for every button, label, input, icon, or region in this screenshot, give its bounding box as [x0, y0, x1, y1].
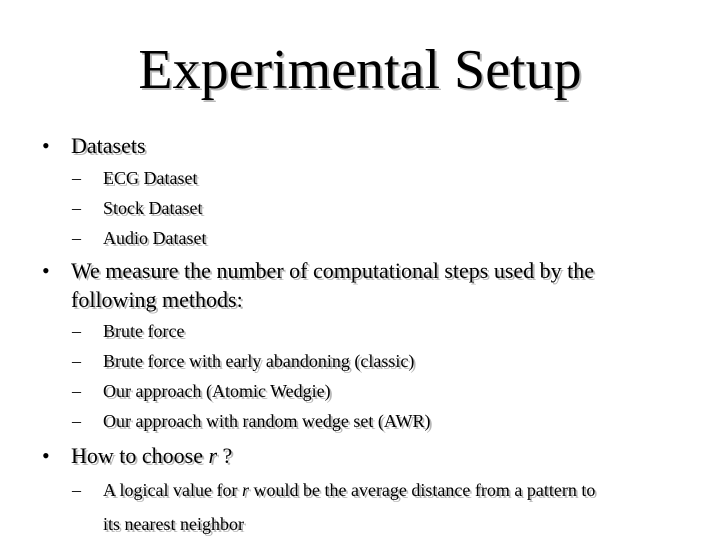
dash-marker: –: [72, 411, 81, 431]
subitem-logical-value-r: A logical value for r would be the average distance from a pattern to: [103, 480, 596, 500]
subitem-random-wedge-set: Our approach with random wedge set (AWR): [103, 411, 431, 431]
bullet-marker: •: [42, 133, 50, 158]
bullet-marker: •: [42, 443, 50, 468]
bullet-datasets: Datasets: [71, 133, 146, 158]
dash-marker: –: [72, 351, 81, 371]
dash-marker: –: [72, 381, 81, 401]
subitem-ecg-dataset: ECG Dataset: [103, 168, 198, 188]
dash-marker: –: [72, 321, 81, 341]
slide-title: Experimental Setup: [138, 39, 582, 101]
bullet-marker: •: [42, 258, 50, 283]
bullet-methods-line1: We measure the number of computational steps used by the: [71, 258, 595, 283]
subitem-brute-force-early-abandoning: Brute force with early abandoning (classic): [103, 351, 415, 371]
subitem-logical-value-r-line2: its nearest neighbor: [103, 514, 244, 534]
dash-marker: –: [72, 168, 81, 188]
subitem-atomic-wedgie: Our approach (Atomic Wedgie): [103, 381, 331, 401]
bullet-methods-line2: following methods:: [71, 287, 243, 312]
bullet-choose-r: How to choose r ?: [71, 443, 233, 468]
subitem-stock-dataset: Stock Dataset: [103, 198, 203, 218]
subitem-audio-dataset: Audio Dataset: [103, 228, 207, 248]
subitem-brute-force: Brute force: [103, 321, 185, 341]
dash-marker: –: [72, 480, 81, 500]
dash-marker: –: [72, 228, 81, 248]
dash-marker: –: [72, 198, 81, 218]
